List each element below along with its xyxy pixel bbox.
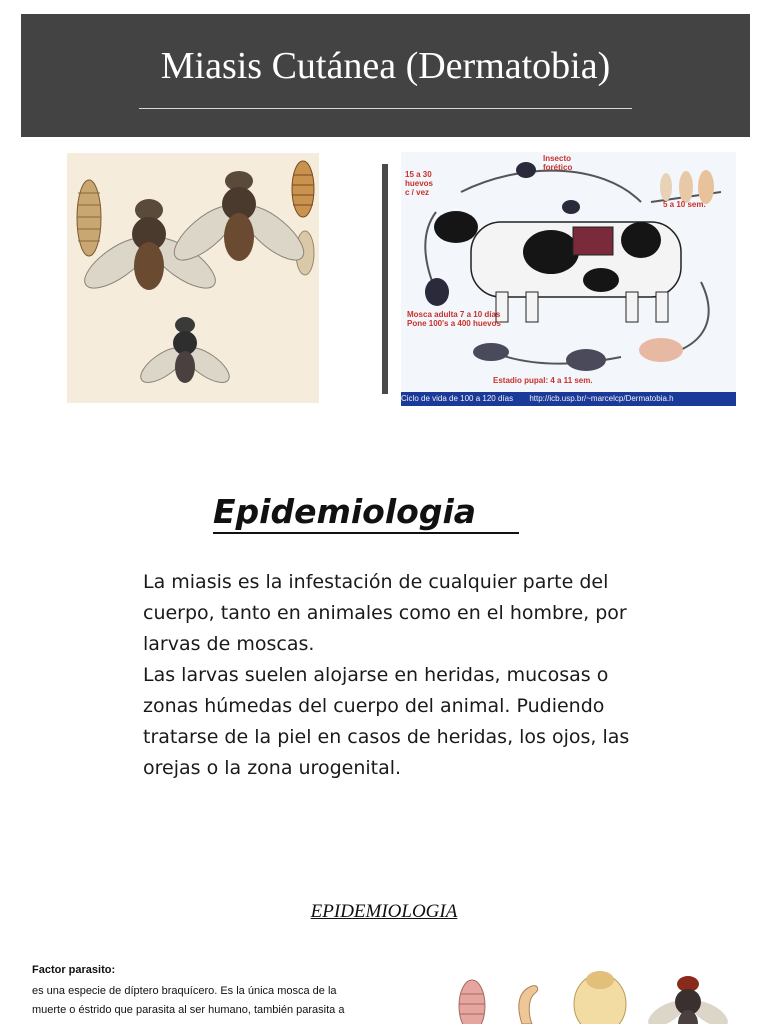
life-cycle-diagram-icon bbox=[401, 152, 736, 406]
paragraph-definition: La miasis es la infestación de cualquier parte del cuerpo, tanto en animales como en el hombre, por larvas de moscas. bbox=[143, 571, 627, 655]
adult-caption: Mosca adulta 7 a 10 días Pone 100's a 400 huevos bbox=[407, 310, 501, 328]
title-banner bbox=[21, 14, 750, 137]
larva-weeks-caption: 5 a 10 sem. bbox=[663, 200, 706, 209]
pupal-caption: Estadio pupal: 4 a 11 sem. bbox=[493, 376, 593, 385]
image-divider bbox=[382, 164, 388, 394]
title-underline bbox=[139, 108, 632, 109]
diagram-footer bbox=[401, 392, 736, 406]
factor-line-2: muerte o éstrido que parasita al ser humano, también parasita a bbox=[32, 1004, 345, 1016]
factor-label: Factor parasito: bbox=[32, 964, 116, 976]
page-title: Miasis Cutánea (Dermatobia) bbox=[160, 45, 611, 87]
factor-line-1: es una especie de díptero braquícero. Es la única mosca de la bbox=[32, 985, 337, 997]
source-url-caption: http://icb.usp.br/~marcelcp/Dermatobia.h bbox=[529, 394, 674, 403]
paragraph-locations: Las larvas suelen alojarse en heridas, mucosas o zonas húmedas del cuerpo del animal. Pudiendo tratarse de la piel en casos de heridas, los ojos, las orejas o la zona urogenital. bbox=[143, 664, 630, 779]
second-section-heading: EPIDEMIOLOGIA bbox=[310, 901, 458, 922]
cycle-duration-caption: Ciclo de vida de 100 a 120 días bbox=[401, 394, 514, 403]
section-heading: Epidemiologia bbox=[213, 492, 477, 531]
eggs-caption: 15 a 30 huevos c / vez bbox=[405, 170, 434, 197]
larval-stages-illustration-icon bbox=[440, 966, 740, 1024]
flies-illustration-icon bbox=[67, 153, 319, 403]
phoretic-caption: Insecto forético bbox=[543, 154, 573, 172]
heading-underline bbox=[213, 532, 519, 534]
